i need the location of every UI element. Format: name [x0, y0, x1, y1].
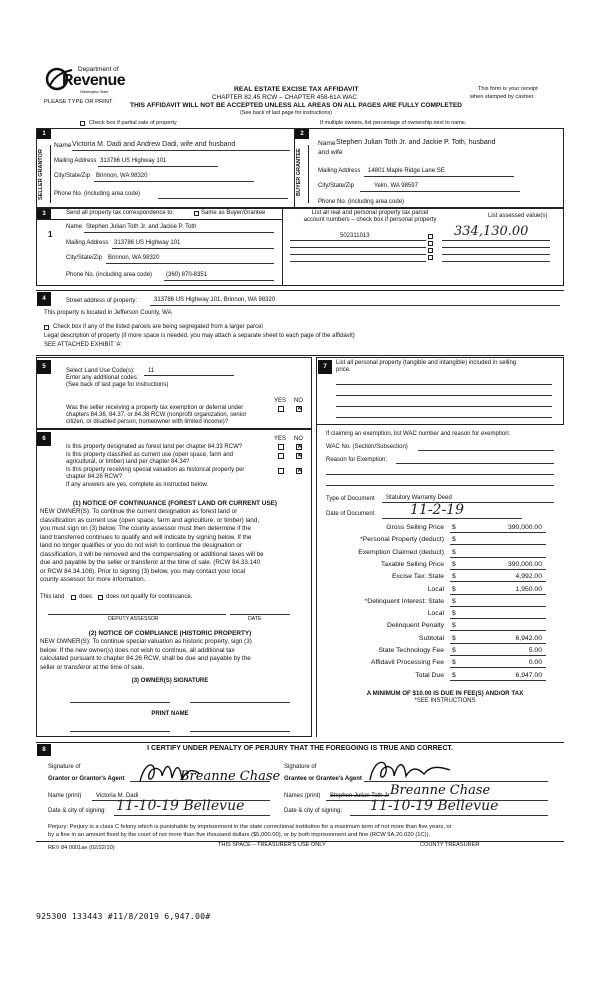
fee-label: Local — [427, 610, 444, 618]
fee-currency: $ — [452, 585, 456, 593]
divider — [316, 425, 317, 737]
fee-currency: $ — [452, 634, 456, 642]
notice-1-title: (1) NOTICE OF CONTINUANCE (FOREST LAND OR CURRENT USE) — [72, 500, 278, 507]
exemption-question-2: chapters 84.36, 84.37, or 84.38 RCW (nonprofit organization, senior — [66, 412, 247, 418]
corr-city[interactable]: Brinnon, WA 98320 — [108, 255, 160, 261]
fee-label: Local — [427, 585, 444, 593]
fee-underline — [450, 594, 546, 595]
fee-underline — [450, 667, 546, 668]
divider — [442, 261, 550, 262]
fee-label: Excise Tax: State — [391, 573, 444, 581]
divider — [150, 305, 560, 306]
notice-1-line: classification, it will be removed and the compensating or additional taxes will be — [40, 550, 264, 558]
divider — [364, 176, 514, 177]
buyer-name[interactable]: Stephen Julian Toth Jr. and Jackie P. Toth, husband — [336, 139, 496, 146]
divider — [50, 145, 51, 203]
divider — [114, 815, 270, 816]
divider — [36, 219, 282, 220]
fee-row — [316, 584, 564, 596]
print-name-label: PRINT NAME — [151, 711, 189, 717]
seller-city[interactable]: Brinnon, WA 98320 — [96, 173, 148, 179]
seller-phone-label: Phone No. (including area code) — [54, 191, 141, 197]
partial-sale-label: Check box if partial sale of property — [89, 120, 177, 126]
divider — [294, 128, 295, 208]
divider — [36, 355, 564, 356]
section-5-badge: 5 — [37, 360, 51, 374]
notice-1-line: you must sign on (3) below. The county assessor must then determine if the — [40, 525, 251, 532]
divider — [282, 208, 283, 286]
fee-underline — [450, 643, 546, 644]
section-6-no: NO — [294, 436, 303, 442]
section-1-badge: 1 — [37, 129, 51, 139]
grantee-names-print-label: Names (print) — [284, 793, 321, 799]
section-2-badge: 2 — [295, 129, 309, 139]
fee-label: Exemption Claimed (deduct) — [358, 548, 444, 556]
notice-1-line: due and payable by the seller or transferor at the time of sale. (RCW 84.33.140 — [40, 559, 261, 566]
fee-table — [316, 522, 564, 682]
grantee-signature[interactable] — [366, 756, 456, 786]
fee-currency: $ — [452, 548, 456, 556]
divider — [326, 474, 554, 475]
divider — [94, 181, 254, 182]
fee-underline — [450, 655, 546, 656]
receipt-note-1: This form is your receipt — [478, 86, 538, 92]
fee-row — [316, 657, 564, 669]
personal-property-checkbox-4[interactable] — [428, 255, 433, 260]
segregated-label: Check box if any of the listed parcels are being segregated from a larger parcel — [53, 324, 263, 330]
corr-mailing-label: Mailing Address — [66, 240, 109, 246]
divider — [36, 290, 564, 291]
form-see-back: (See back of last page for instructions) — [240, 110, 332, 116]
divider — [336, 395, 552, 396]
form-warning: THIS AFFIDAVIT WILL NOT BE ACCEPTED UNLESS ALL AREAS ON ALL PAGES ARE FULLY COMPLETED — [130, 102, 463, 109]
divider — [164, 280, 274, 281]
fee-currency: $ — [452, 560, 456, 568]
fee-row — [316, 633, 564, 645]
seller-name[interactable]: Victoria M. Dadi and Andrew Dadi, wife and husband — [72, 141, 236, 148]
seller-name-label: Name — [54, 142, 72, 149]
fee-row — [316, 670, 564, 682]
notice-1-line: county assessor for more information. — [40, 576, 146, 583]
fee-underline — [450, 569, 546, 570]
section-7-box — [316, 357, 564, 425]
fee-row — [316, 547, 564, 559]
fee-label: Taxable Selling Price — [380, 560, 444, 568]
doc-type[interactable]: Statutory Warranty Deed — [386, 495, 452, 501]
corr-mailing[interactable]: 313786 US Highway 101 — [114, 240, 181, 246]
owner-signature-label: (3) OWNER(S) SIGNATURE — [131, 678, 209, 684]
historic-no-checkbox[interactable]: ✕ — [297, 468, 303, 474]
doc-date[interactable]: 11-2-19 — [410, 502, 464, 518]
doc-type-label: Type of Document — [326, 496, 375, 502]
divider — [382, 502, 554, 503]
section-3-subnum: 1 — [48, 230, 53, 239]
same-as-buyer-label: Same as Buyer/Grantee — [201, 210, 266, 216]
segregated-checkbox[interactable] — [44, 325, 49, 330]
notice-1-line: classification as current use (open space, farm and agriculture, or timber) land, — [40, 516, 260, 524]
grantee-signature-label: Signature of — [284, 764, 317, 770]
fee-label: Delinquent Penalty — [386, 622, 444, 630]
parcel-list-header-1: List all real and personal property tax parcel — [311, 210, 429, 216]
wac-label: WAC No. (Section/Subsection) — [326, 444, 408, 450]
grantor-date-city-label: Date & city of signing: — [48, 808, 107, 814]
divider — [190, 731, 290, 732]
divider — [396, 463, 554, 464]
fee-value[interactable]: 5.00 — [528, 647, 542, 654]
fee-value[interactable]: 6,947.00 — [515, 671, 542, 679]
grantee-name-print[interactable]: Stephen Julian Toth Jr — [330, 793, 390, 799]
divider — [350, 815, 548, 816]
notice-2-line: NEW OWNER(S): To continue special valuation as historic property, sign (3) — [40, 638, 252, 645]
logo-word: Revenue — [62, 72, 126, 89]
if-yes-note: If any answers are yes, complete as instructed below. — [66, 482, 209, 488]
perjury-line-2: by a fine in an amount fixed by the court of not more than five thousand dollars ($5,000.00), or by both imprisonment and fine (RCW 9A.20.020 (1C)). — [48, 832, 431, 838]
fee-underline — [450, 630, 546, 631]
divider — [360, 191, 520, 192]
personal-property-checkbox-3[interactable] — [428, 248, 433, 253]
fee-label: State Technology Fee — [378, 647, 444, 654]
corr-name[interactable]: Stephen Julian Toth Jr. and Jackie P. Toth — [86, 224, 197, 230]
divider — [442, 240, 550, 241]
fee-row — [316, 596, 564, 608]
notice-2-line: calculated pursuant to chapter 84.26 RCW, shall be due and payable by the — [40, 655, 251, 662]
divider — [290, 254, 426, 255]
section-7-badge: 7 — [318, 360, 332, 374]
notice-1-line: land no longer qualifies or you do not wish to continue the designation or — [40, 542, 242, 549]
property-location: This property is located in Jefferson County, WA — [44, 310, 172, 316]
minimum-fee-note: A MINIMUM OF $10.00 IS DUE IN FEE(S) AND/OR TAX — [366, 690, 524, 697]
fee-underline — [450, 581, 546, 582]
notice-1-line: land transferred continues to qualify and will indicate by signing below. If the — [40, 533, 252, 541]
notice-1-line: NEW OWNER(S): To continue the current designation as forest land or — [40, 508, 238, 515]
divider — [36, 742, 564, 743]
fee-row — [316, 620, 564, 632]
fee-underline — [450, 680, 546, 681]
grantor-signature-label: Signature of — [48, 764, 81, 770]
seller-mailing[interactable]: 313786 US Highway 101 — [100, 158, 167, 164]
land-does-word: does — [79, 594, 93, 600]
partial-sale-checkbox[interactable] — [80, 121, 85, 126]
divider — [326, 485, 554, 486]
deputy-date-label: DATE — [248, 616, 262, 622]
fee-value[interactable]: 390,000.00 — [507, 560, 542, 568]
notice-2-line: below. If the new owner(s) does not wish to continue, all additional tax — [40, 646, 235, 654]
land-does-not-label: does not qualify for continuance. — [106, 594, 193, 600]
divider — [106, 263, 274, 264]
fee-underline — [450, 606, 546, 607]
exhibit-note: SEE ATTACHED EXHIBIT 'A' — [44, 342, 122, 348]
fee-value[interactable]: 6,942.00 — [515, 634, 542, 642]
corr-phone[interactable]: (360) 870-8351 — [166, 272, 208, 278]
land-does-label: This land — [40, 594, 65, 600]
divider — [98, 166, 218, 167]
county-treasurer: COUNTY TREASURER — [420, 842, 480, 848]
buyer-city[interactable]: Yelm, WA 98597 — [374, 183, 418, 189]
divider — [308, 145, 309, 203]
historic-question-2: chapter 84.26 RCW? — [66, 474, 123, 480]
fee-row — [316, 645, 564, 657]
receipt-note-2: when stamped by cashier. — [470, 94, 535, 100]
parcel-list-header-2: account numbers – check box if personal property — [303, 217, 437, 223]
land-use-label: Select Land Use Code(s): — [66, 368, 135, 374]
forest-question: Is this property designated as forest land per chapter 84.33 RCW? — [66, 444, 243, 450]
doc-date-label: Date of Document — [326, 511, 375, 517]
current-use-question-2: agricultural, or timber) land per chapter 84.34? — [66, 459, 190, 465]
divider — [70, 702, 170, 703]
divider — [190, 702, 290, 703]
section-6-yes: YES — [274, 436, 287, 442]
legal-description-label: Legal description of property (if more space is needed, you may attach a separate sheet to each page of the affidavit) — [44, 333, 355, 339]
fee-underline — [450, 532, 546, 533]
divider — [336, 417, 552, 418]
fee-currency: $ — [452, 671, 456, 679]
fee-underline — [450, 618, 546, 619]
exemption-no-checkbox[interactable]: ✕ — [297, 406, 303, 412]
divider — [442, 254, 550, 255]
exemption-claim-label: If claiming an exemption, list WAC number and reason for exemption: — [326, 431, 511, 437]
section-4-badge: 4 — [37, 292, 51, 306]
divider — [84, 232, 274, 233]
historic-yes-checkbox[interactable] — [278, 468, 284, 474]
deputy-assessor-label: DEPUTY ASSESSOR — [108, 616, 159, 622]
fee-label: Gross Selling Price — [386, 524, 444, 531]
notice-2-body — [40, 638, 312, 672]
fee-currency: $ — [452, 647, 456, 654]
divider — [158, 198, 288, 199]
divider — [418, 450, 554, 451]
corr-name-label: Name — [66, 224, 83, 230]
street-address-label: Street address of property: — [66, 298, 138, 304]
fee-value[interactable]: 1,950.00 — [515, 585, 542, 593]
buyer-name-2: and wife — [318, 149, 343, 156]
street-address[interactable]: 313786 US Highway 101, Brinnon, WA 98320 — [154, 297, 276, 303]
fee-underline — [450, 557, 546, 558]
fee-label: *Personal Property (deduct) — [360, 536, 444, 544]
fee-currency: $ — [452, 622, 456, 630]
land-use-code[interactable]: 11 — [148, 368, 155, 374]
fee-underline — [450, 544, 546, 545]
parcel-number[interactable]: 502311013 — [340, 233, 370, 239]
divider — [48, 614, 226, 615]
fee-currency: $ — [452, 536, 456, 544]
divider — [290, 240, 426, 241]
divider — [336, 384, 552, 385]
grantee-date-city[interactable]: 11-10-19 Bellevue — [370, 798, 499, 814]
current-use-question-1: Is this property classified as current use (open space, farm and — [66, 452, 234, 458]
cashier-stamp: 925300 133443 #11/8/2019 6,947.00# — [36, 911, 211, 921]
forest-no-checkbox[interactable]: ✕ — [297, 444, 303, 450]
section-6-badge: 6 — [37, 432, 51, 446]
form-title: REAL ESTATE EXCISE TAX AFFIDAVIT — [234, 86, 359, 93]
grantor-name-print[interactable]: Victoria M. Dadi — [96, 793, 139, 799]
fee-label: *Delinquent Interest: State — [364, 597, 444, 605]
grantor-agent-label: Grantor or Grantor's Agent — [48, 776, 125, 782]
divider — [230, 614, 290, 615]
exemption-yes-checkbox[interactable] — [278, 406, 284, 412]
fee-row — [316, 608, 564, 620]
divider — [442, 247, 550, 248]
fee-label: Subtotal — [419, 634, 444, 642]
fee-currency: $ — [452, 659, 456, 667]
send-correspondence-label: Send all property tax correspondence to: — [66, 210, 175, 216]
exemption-question-3: citizen, or disabled person, homeowner with limited income)? — [66, 419, 229, 425]
notice-1-line: or RCW 84.34.108). Prior to signing (3) below, you may contact your local — [40, 567, 246, 575]
divider — [72, 150, 290, 151]
please-type: PLEASE TYPE OR PRINT — [44, 99, 113, 105]
certify-statement: I CERTIFY UNDER PENALTY OF PERJURY THAT THE FOREGOING IS TRUE AND CORRECT. — [147, 745, 453, 752]
buyer-side-label: BUYER GRANTEE — [296, 148, 302, 196]
personal-property-label-2: price. — [336, 367, 351, 373]
buyer-name-label: Name — [318, 140, 336, 147]
personal-property-label-1: List all personal property (tangible and intangible) included in selling — [336, 360, 517, 366]
dept-line: Department of — [78, 66, 119, 73]
section-8-badge: 8 — [37, 744, 51, 756]
section-5-yes: YES — [274, 398, 287, 404]
divider — [382, 518, 522, 519]
fee-row — [316, 534, 564, 546]
logo-sub: Washington State — [80, 90, 109, 94]
current-use-no-checkbox[interactable]: ✕ — [297, 453, 303, 459]
divider — [144, 375, 234, 376]
seller-mailing-label: Mailing Address — [54, 158, 97, 164]
fee-currency: $ — [452, 610, 456, 618]
divider — [336, 406, 552, 407]
seller-side-label: SELLER GRANTOR — [38, 149, 44, 200]
notice-1-body — [40, 508, 312, 585]
grantor-name-print-label: Name (print) — [48, 793, 82, 799]
notice-2-line: seller or transferor at the time of sale. — [40, 663, 145, 671]
section-5-no: NO — [294, 398, 303, 404]
divider — [290, 261, 426, 262]
fee-value[interactable]: 390,000.00 — [507, 524, 542, 531]
additional-codes-label: Enter any additional codes: — [66, 375, 139, 381]
perjury-note — [48, 823, 568, 839]
fee-row — [316, 522, 564, 534]
grantee-date-city-label: Date & city of signing: — [284, 808, 343, 814]
corr-city-label: City/State/Zip — [66, 255, 103, 261]
buyer-city-label: City/State/Zip — [318, 183, 355, 189]
current-use-yes-checkbox[interactable] — [278, 453, 284, 459]
divider — [70, 731, 170, 732]
fee-value[interactable]: 0.00 — [528, 659, 542, 667]
section-3-badge: 3 — [37, 209, 51, 219]
personal-property-checkbox-2[interactable] — [428, 241, 433, 246]
grantor-date-city[interactable]: 11-10-19 Bellevue — [116, 798, 245, 814]
multiple-owners-note: If multiple owners, list percentage of ownership next to name. — [320, 120, 467, 126]
historic-question-1: Is this property receiving special valuation as historical property per — [66, 467, 245, 473]
assessed-value[interactable]: 334,130.00 — [454, 224, 529, 239]
divider — [112, 248, 274, 249]
form-chapter: CHAPTER 82.45 RCW – CHAPTER 458-61A WAC — [212, 94, 358, 101]
divider — [290, 247, 426, 248]
fee-currency: $ — [452, 597, 456, 605]
land-does-not-checkbox[interactable] — [98, 595, 103, 600]
see-instructions: *SEE INSTRUCTIONS — [414, 698, 476, 704]
fee-label: Total Due — [415, 671, 444, 679]
grantee-agent-label: Grantee or Grantee's Agent — [284, 776, 362, 782]
fee-value[interactable]: 4,992.00 — [515, 573, 542, 581]
land-does-checkbox[interactable] — [71, 595, 76, 600]
buyer-phone-label: Phone No. (including area code) — [318, 199, 405, 205]
exemption-question-1: Was the seller receiving a property tax exemption or deferral under — [66, 405, 244, 411]
revenue-logo — [44, 64, 124, 96]
grantee-agent-hand: Breanne Chase — [390, 783, 491, 798]
seller-city-label: City/State/Zip — [54, 173, 91, 179]
buyer-mailing-label: Mailing Address — [318, 168, 361, 174]
personal-property-checkbox-1[interactable] — [428, 234, 433, 239]
perjury-line-1: Perjury: Perjury is a class C felony which is punishable by imprisonment in the state correctional institution for a maximum term of not more than five years, or — [48, 824, 452, 830]
fee-label: Affidavit Processing Fee — [370, 659, 444, 667]
grantor-agent-hand: Breanne Chase — [180, 769, 281, 784]
corr-phone-label: Phone No. (including area code) — [66, 272, 153, 278]
fee-row — [316, 571, 564, 583]
fee-currency: $ — [452, 573, 456, 581]
same-as-buyer-checkbox[interactable] — [194, 211, 199, 216]
fee-row — [316, 559, 564, 571]
buyer-mailing[interactable]: 14801 Maple Ridge Lane SE — [368, 168, 445, 174]
treasurer-space: THIS SPACE – TREASURER'S USE ONLY — [218, 842, 326, 848]
notice-2-title: (2) NOTICE OF COMPLIANCE (HISTORIC PROPERTY) — [88, 630, 252, 637]
fee-currency: $ — [452, 524, 456, 531]
land-use-see-back: (See back of last page for instructions) — [66, 382, 169, 388]
reason-label: Reason for Exemption: — [326, 457, 388, 463]
assessed-header: List assessed value(s) — [488, 213, 548, 219]
forest-yes-checkbox[interactable] — [278, 444, 284, 450]
form-revision: REV 84 0001ae (02/22/10) — [48, 845, 115, 851]
